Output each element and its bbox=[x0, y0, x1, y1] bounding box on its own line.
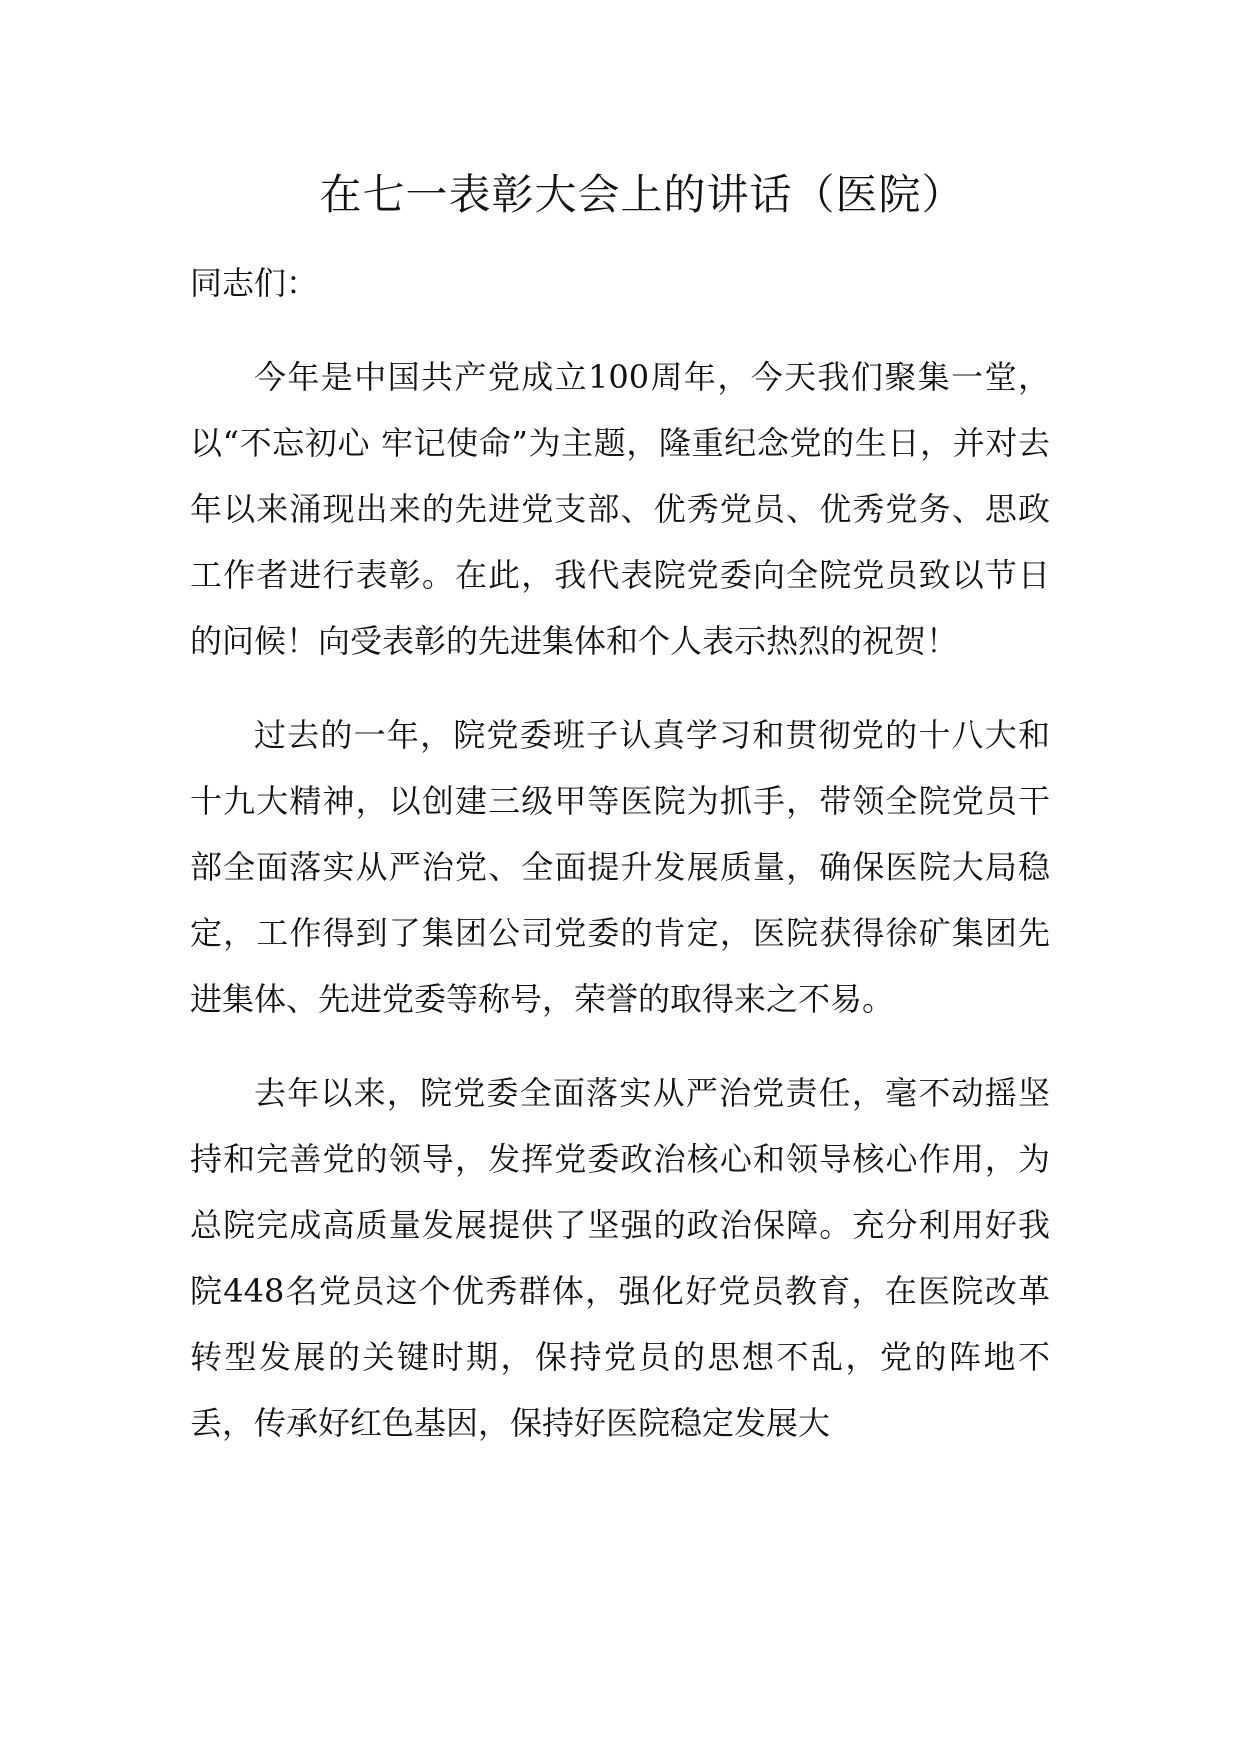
document-body bbox=[190, 250, 1050, 1484]
paragraph-2: 过去的一年，院党委班子认真学习和贯彻党的十八大和十九大精神，以创建三级甲等医院为抓手，带领全院党员干部全面落实从严治党、全面提升发展质量，确保医院大局稳定，工作得到了集团公司党委的肯定，医院获得徐矿集团先进集体、先进党委等称号，荣誉的取得来之不易。 bbox=[190, 716, 1050, 1018]
document-title: 在七一表彰大会上的讲话（医院） bbox=[319, 170, 965, 219]
paragraph-3: 去年以来，院党委全面落实从严治党责任，毫不动摇坚持和完善党的领导，发挥党委政治核心和领导核心作用，为总院完成高质量发展提供了坚强的政治保障。充分利用好我院448名党员这个优秀群体，强化好党员教育，在医院改革转型发展的关键时期，保持党员的思想不乱，党的阵地不丢，传承好红色基因，保持好医院稳定发展大 bbox=[190, 1074, 1050, 1442]
salutation: 同志们： bbox=[190, 264, 319, 302]
paragraph-1: 今年是中国共产党成立100周年，今天我们聚集一堂，以“不忘初心 牢记使命”为主题，隆重纪念党的生日，并对去年以来涌现出来的先进党支部、优秀党员、优秀党务、思政工作者进行表彰。在此，我代表院党委向全院党员致以节日的问候！向受表彰的先进集体和个人表示热烈的祝贺！ bbox=[190, 358, 1050, 660]
